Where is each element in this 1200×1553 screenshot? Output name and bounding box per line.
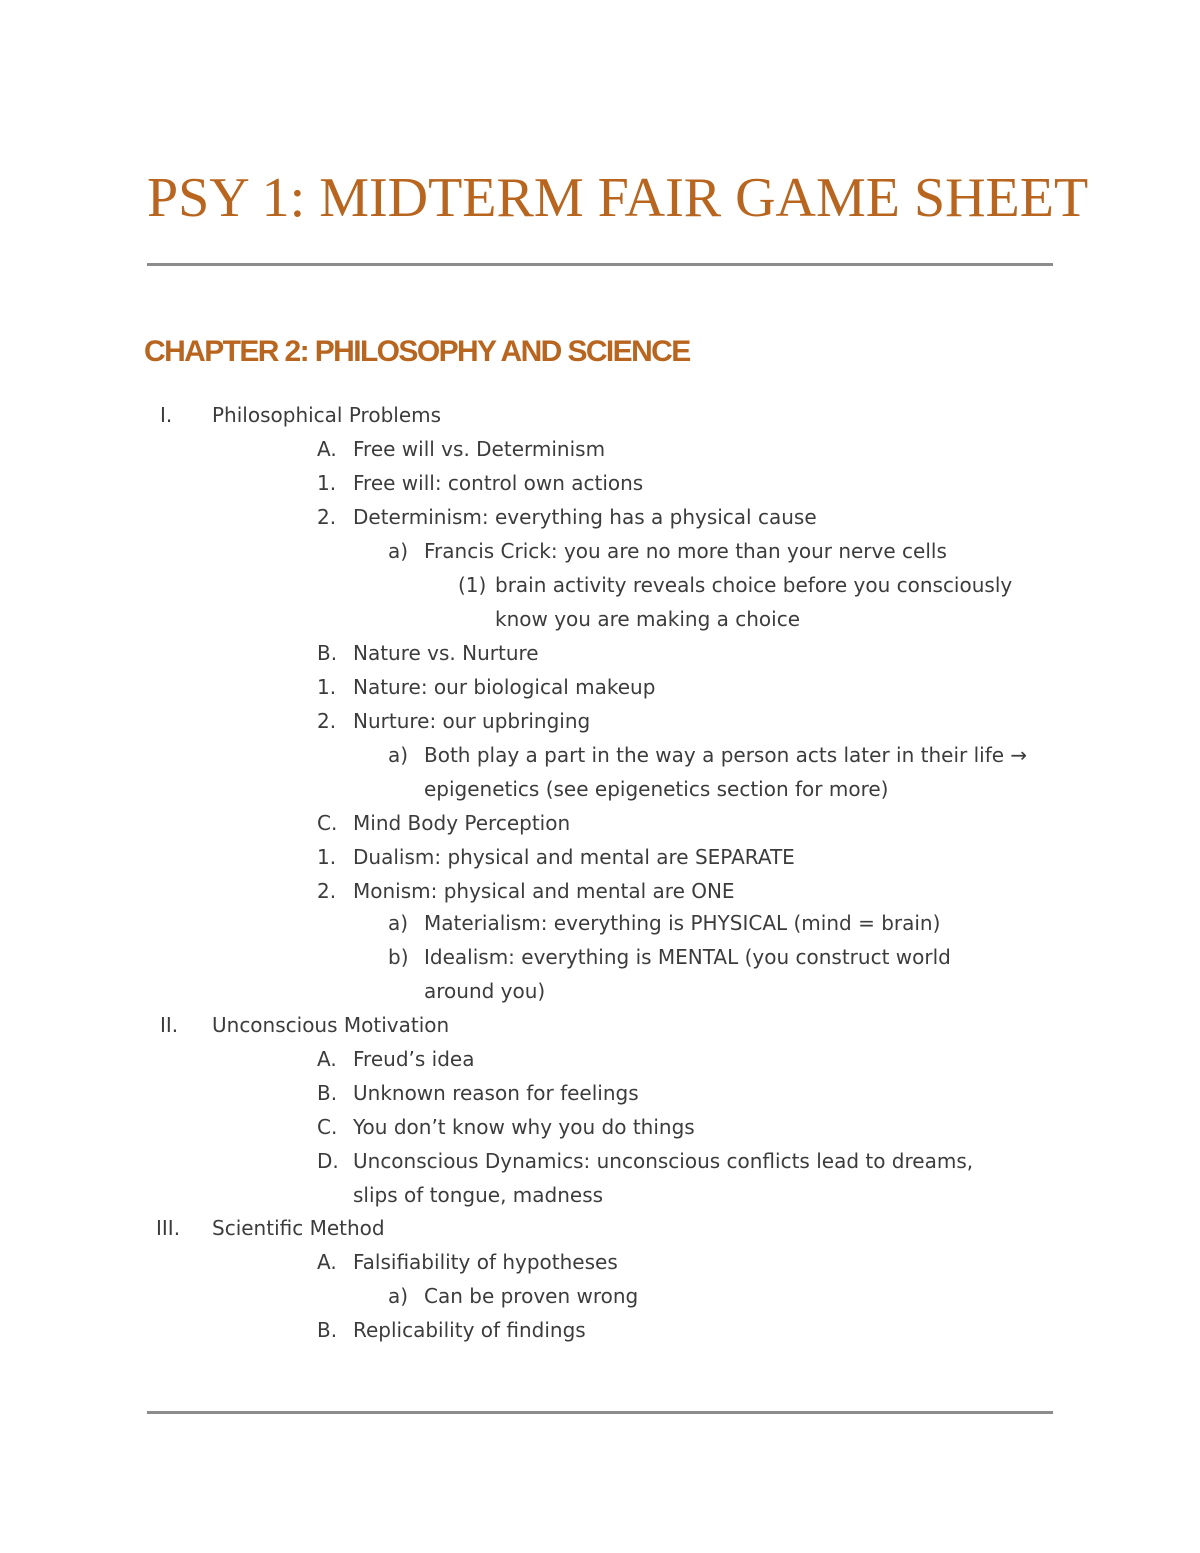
outline-text: Philosophical Problems [212,403,442,427]
outline-text: You don’t know why you do things [353,1115,695,1139]
outline-marker: 2. [317,505,337,529]
outline-text: Materialism: everything is PHYSICAL (mind = brain) [424,911,941,935]
outline-marker: B. [317,1318,338,1342]
chapter-heading: CHAPTER 2: PHILOSOPHY AND SCIENCE [144,335,690,368]
bottom-divider [147,1411,1053,1414]
outline-text: Scientific Method [212,1216,385,1240]
outline-text: Monism: physical and mental are ONE [353,879,735,903]
outline-text: Francis Crick: you are no more than your nerve cells [424,539,947,563]
outline-text: Free will vs. Determinism [353,437,606,461]
outline-text: Can be proven wrong [424,1284,639,1308]
outline-text: Unconscious Motivation [212,1013,450,1037]
outline-marker: (1) [458,573,487,597]
outline-marker: a) [388,1284,409,1308]
outline-marker: C. [317,811,338,835]
outline-text: Falsifiability of hypotheses [353,1250,618,1274]
outline-text: brain activity reveals choice before you consciously [495,573,1013,597]
outline-marker: II. [160,1013,179,1037]
outline-marker: 1. [317,675,337,699]
outline-text: Determinism: everything has a physical cause [353,505,817,529]
outline-marker: 2. [317,709,337,733]
outline-marker: b) [388,945,409,969]
top-divider [147,263,1053,266]
outline-text: Dualism: physical and mental are SEPARATE [353,845,795,869]
outline-text: Mind Body Perception [353,811,571,835]
outline-marker: III. [156,1216,181,1240]
outline-marker: a) [388,911,409,935]
outline-marker: a) [388,539,409,563]
outline-text: Nature: our biological makeup [353,675,656,699]
outline-text: Unconscious Dynamics: unconscious conflicts lead to dreams, [353,1149,974,1173]
outline-marker: B. [317,641,338,665]
outline-marker: 2. [317,879,337,903]
outline-marker: A. [317,437,337,461]
outline-text: Nurture: our upbringing [353,709,591,733]
outline-marker: A. [317,1250,337,1274]
outline-marker: a) [388,743,409,767]
outline-text: know you are making a choice [495,607,800,631]
document-title: PSY 1: MIDTERM FAIR GAME SHEET [147,167,1089,229]
outline-text: Idealism: everything is MENTAL (you construct world [424,945,951,969]
outline-text: Freud’s idea [353,1047,475,1071]
outline-text: Both play a part in the way a person acts later in their life → [424,743,1028,767]
outline-marker: B. [317,1081,338,1105]
outline-marker: I. [160,403,173,427]
outline-marker: C. [317,1115,338,1139]
outline-text: slips of tongue, madness [353,1183,604,1207]
outline-marker: 1. [317,845,337,869]
outline-text: Free will: control own actions [353,471,644,495]
outline-text: around you) [424,979,546,1003]
outline-text: Replicability of findings [353,1318,586,1342]
outline-marker: 1. [317,471,337,495]
outline-text: Unknown reason for feelings [353,1081,639,1105]
outline-text: epigenetics (see epigenetics section for more) [424,777,889,801]
outline-text: Nature vs. Nurture [353,641,539,665]
outline-marker: A. [317,1047,337,1071]
outline-marker: D. [317,1149,339,1173]
